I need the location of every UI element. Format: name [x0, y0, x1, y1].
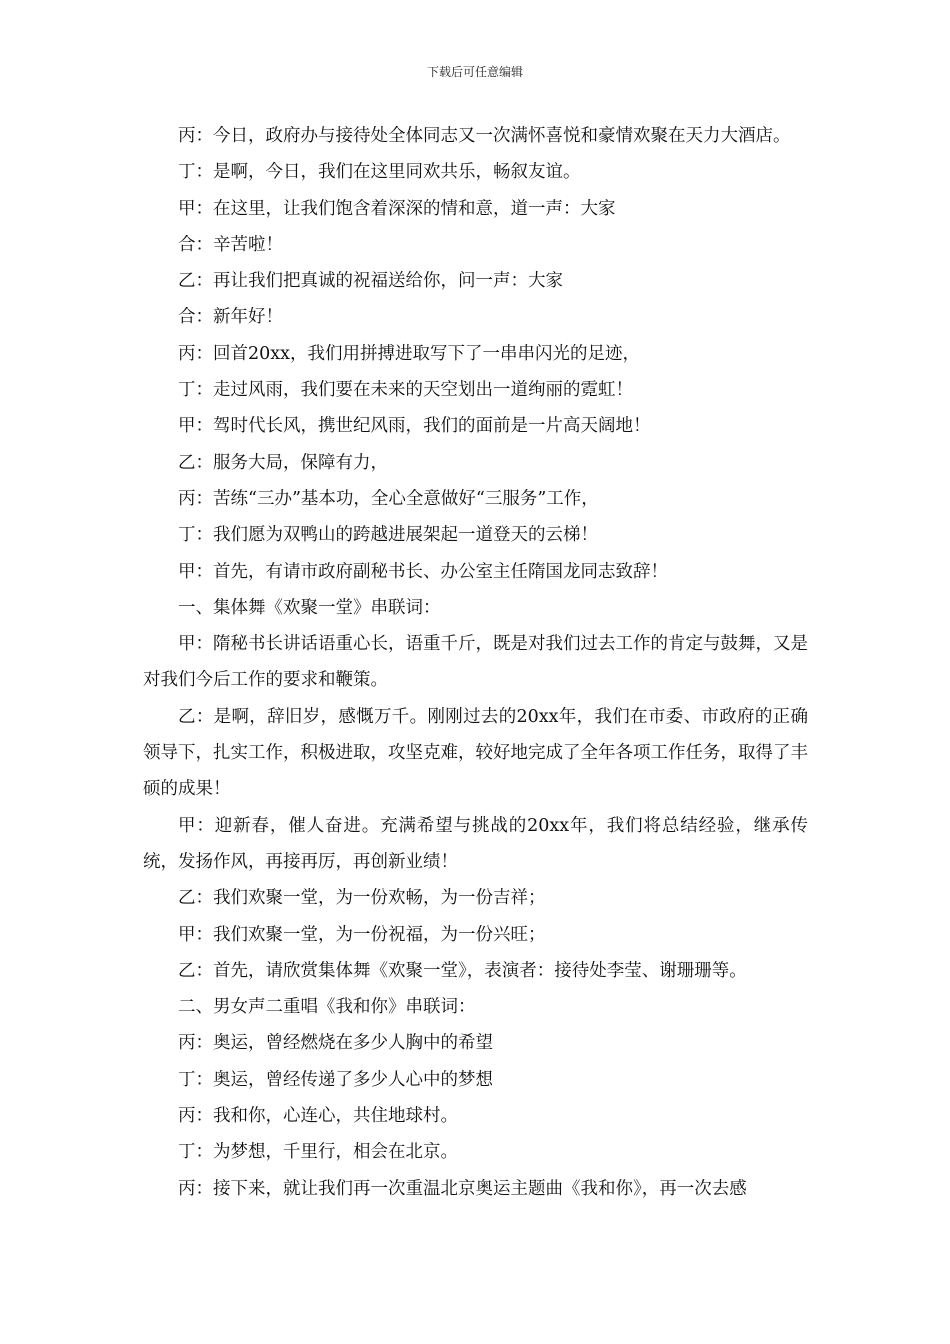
- section-heading: 二、男女声二重唱《我和你》串联词：: [178, 997, 476, 1018]
- paragraph: 甲：首先，有请市政府副秘书长、办公室主任隋国龙同志致辞！: [178, 561, 668, 582]
- paragraph: 丁：我们愿为双鸭山的跨越进展架起一道登天的云梯！: [178, 525, 598, 546]
- paragraph: 甲：迎新春，催人奋进。充满希望与挑战的20xx年，我们将总结经验，继承传统，发扬作风，再接再厉，再创新业绩！: [143, 815, 808, 872]
- paragraph: 乙：服务大局，保障有力，: [178, 452, 388, 473]
- paragraph: 甲：驾时代长风，携世纪风雨，我们的面前是一片高天阔地！: [178, 416, 651, 437]
- paragraph: 丙：我和你，心连心，共住地球村。: [178, 1106, 458, 1127]
- paragraph: 丙：今日，政府办与接待处全体同志又一次满怀喜悦和豪情欢聚在天力大酒店。: [178, 126, 791, 146]
- document-body: [143, 118, 808, 1207]
- page-header-note: 下载后可任意编辑: [426, 65, 523, 79]
- paragraph: 丙：接下来，就让我们再一次重温北京奥运主题曲《我和你》，再一次去感: [178, 1178, 747, 1199]
- paragraph: 丙：苦练“三办”基本功，全心全意做好“三服务”工作，: [178, 488, 599, 509]
- paragraph: 甲：在这里，让我们饱含着深深的情和意，道一声：大家: [178, 198, 616, 219]
- paragraph: 丙：奥运，曾经燃烧在多少人胸中的希望: [178, 1033, 493, 1054]
- paragraph: 甲：我们欢聚一堂，为一份祝福，为一份兴旺；: [178, 924, 546, 945]
- paragraph: 乙：我们欢聚一堂，为一份欢畅，为一份吉祥；: [178, 888, 546, 909]
- section-heading: 一、集体舞《欢聚一堂》串联词：: [178, 597, 441, 618]
- paragraph: 乙：再让我们把真诚的祝福送给你，问一声：大家: [178, 271, 563, 292]
- paragraph: 丁：奥运，曾经传递了多少人心中的梦想: [178, 1069, 493, 1090]
- paragraph: 乙：是啊，辞旧岁，感慨万千。刚刚过去的20xx年，我们在市委、市政府的正确领导下，扎实工作，积极进取，攻坚克难，较好地完成了全年各项工作任务，取得了丰硕的成果！: [143, 706, 808, 800]
- paragraph: 乙：首先，请欣赏集体舞《欢聚一堂》，表演者：接待处李莹、谢珊珊等。: [178, 960, 747, 981]
- paragraph: 丁：是啊，今日，我们在这里同欢共乐，畅叙友谊。: [178, 162, 581, 183]
- paragraph: 合：新年好！: [178, 307, 283, 328]
- paragraph: 丙：回首20xx，我们用拼搏进取写下了一串串闪光的足迹，: [178, 343, 641, 364]
- paragraph: 合：辛苦啦！: [178, 234, 283, 255]
- paragraph: 甲：隋秘书长讲话语重心长，语重千斤，既是对我们过去工作的肯定与鼓舞，又是对我们今后工作的要求和鞭策。: [143, 634, 808, 691]
- paragraph: 丁：走过风雨，我们要在未来的天空划出一道绚丽的霓虹！: [178, 380, 633, 401]
- paragraph: 丁：为梦想，千里行，相会在北京。: [178, 1142, 458, 1163]
